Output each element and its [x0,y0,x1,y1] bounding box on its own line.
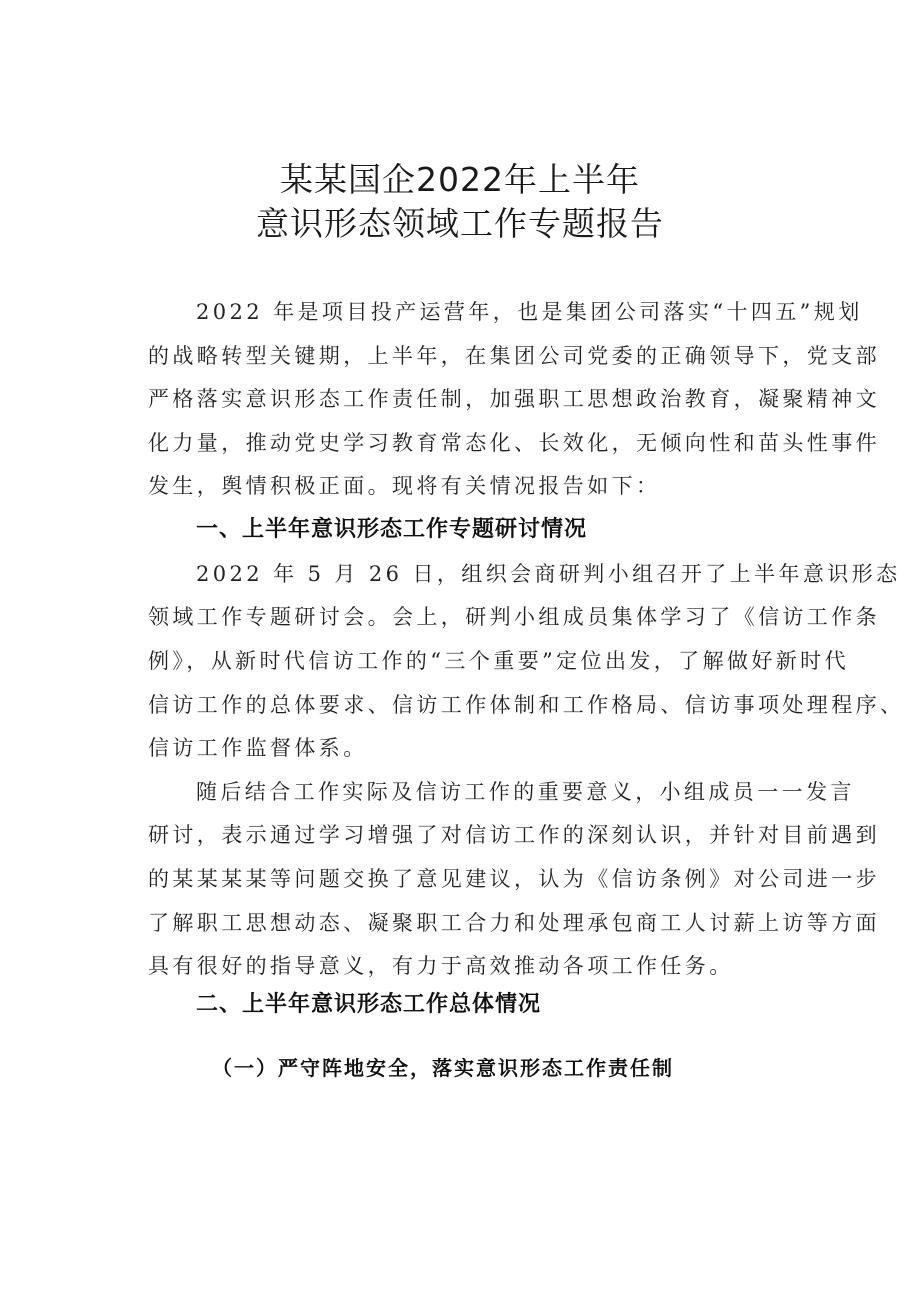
intro-line: 2022 年是项目投产运营年，也是集团公司落实“十四五”规划 [196,300,863,324]
intro-line: 发生，舆情积极正面。现将有关情况报告如下： [148,474,661,498]
section1-para1-line: 2022 年 5 月 26 日，组织会商研判小组召开了上半年意识形态 [196,562,901,586]
intro-line: 化力量，推动党史学习教育常态化、长效化，无倾向性和苗头性事件 [148,431,880,455]
section1-para2-line: 随后结合工作实际及信访工作的重要意义，小组成员一一发言 [196,780,855,804]
intro-line: 的战略转型关键期，上半年，在集团公司党委的正确领导下，党支部 [148,344,880,368]
section2-subheading-1: （一）严守阵地安全，落实意识形态工作责任制 [212,1056,674,1080]
section1-para1-line: 信访工作的总体要求、信访工作体制和工作格局、信访事项处理程序、 [148,693,905,717]
document-title-line2: 意识形态领域工作专题报告 [256,204,664,243]
section1-para2-line: 具有很好的指导意义，有力于高效推动各项工作任务。 [148,954,734,978]
document-title-line1: 某某国企2022年上半年 [280,160,640,199]
section1-para2-line: 了解职工思想动态、凝聚职工合力和处理承包商工人讨薪上访等方面 [148,911,880,935]
section1-para1-line: 信访工作监督体系。 [148,736,368,760]
section2-heading: 二、上半年意识形态工作总体情况 [196,992,542,1017]
section1-para2-line: 研讨，表示通过学习增强了对信访工作的深刻认识，并针对目前遇到 [148,823,880,847]
intro-line: 严格落实意识形态工作责任制，加强职工思想政治教育，凝聚精神文 [148,387,880,411]
section1-para1-line: 领域工作专题研讨会。会上，研判小组成员集体学习了《信访工作条 [148,605,880,629]
section1-heading: 一、上半年意识形态工作专题研讨情况 [196,517,588,542]
section1-para1-line: 例》，从新时代信访工作的“三个重要”定位出发，了解做好新时代 [148,649,849,673]
section1-para2-line: 的某某某某等问题交换了意见建议，认为《信访条例》对公司进一步 [148,867,880,891]
